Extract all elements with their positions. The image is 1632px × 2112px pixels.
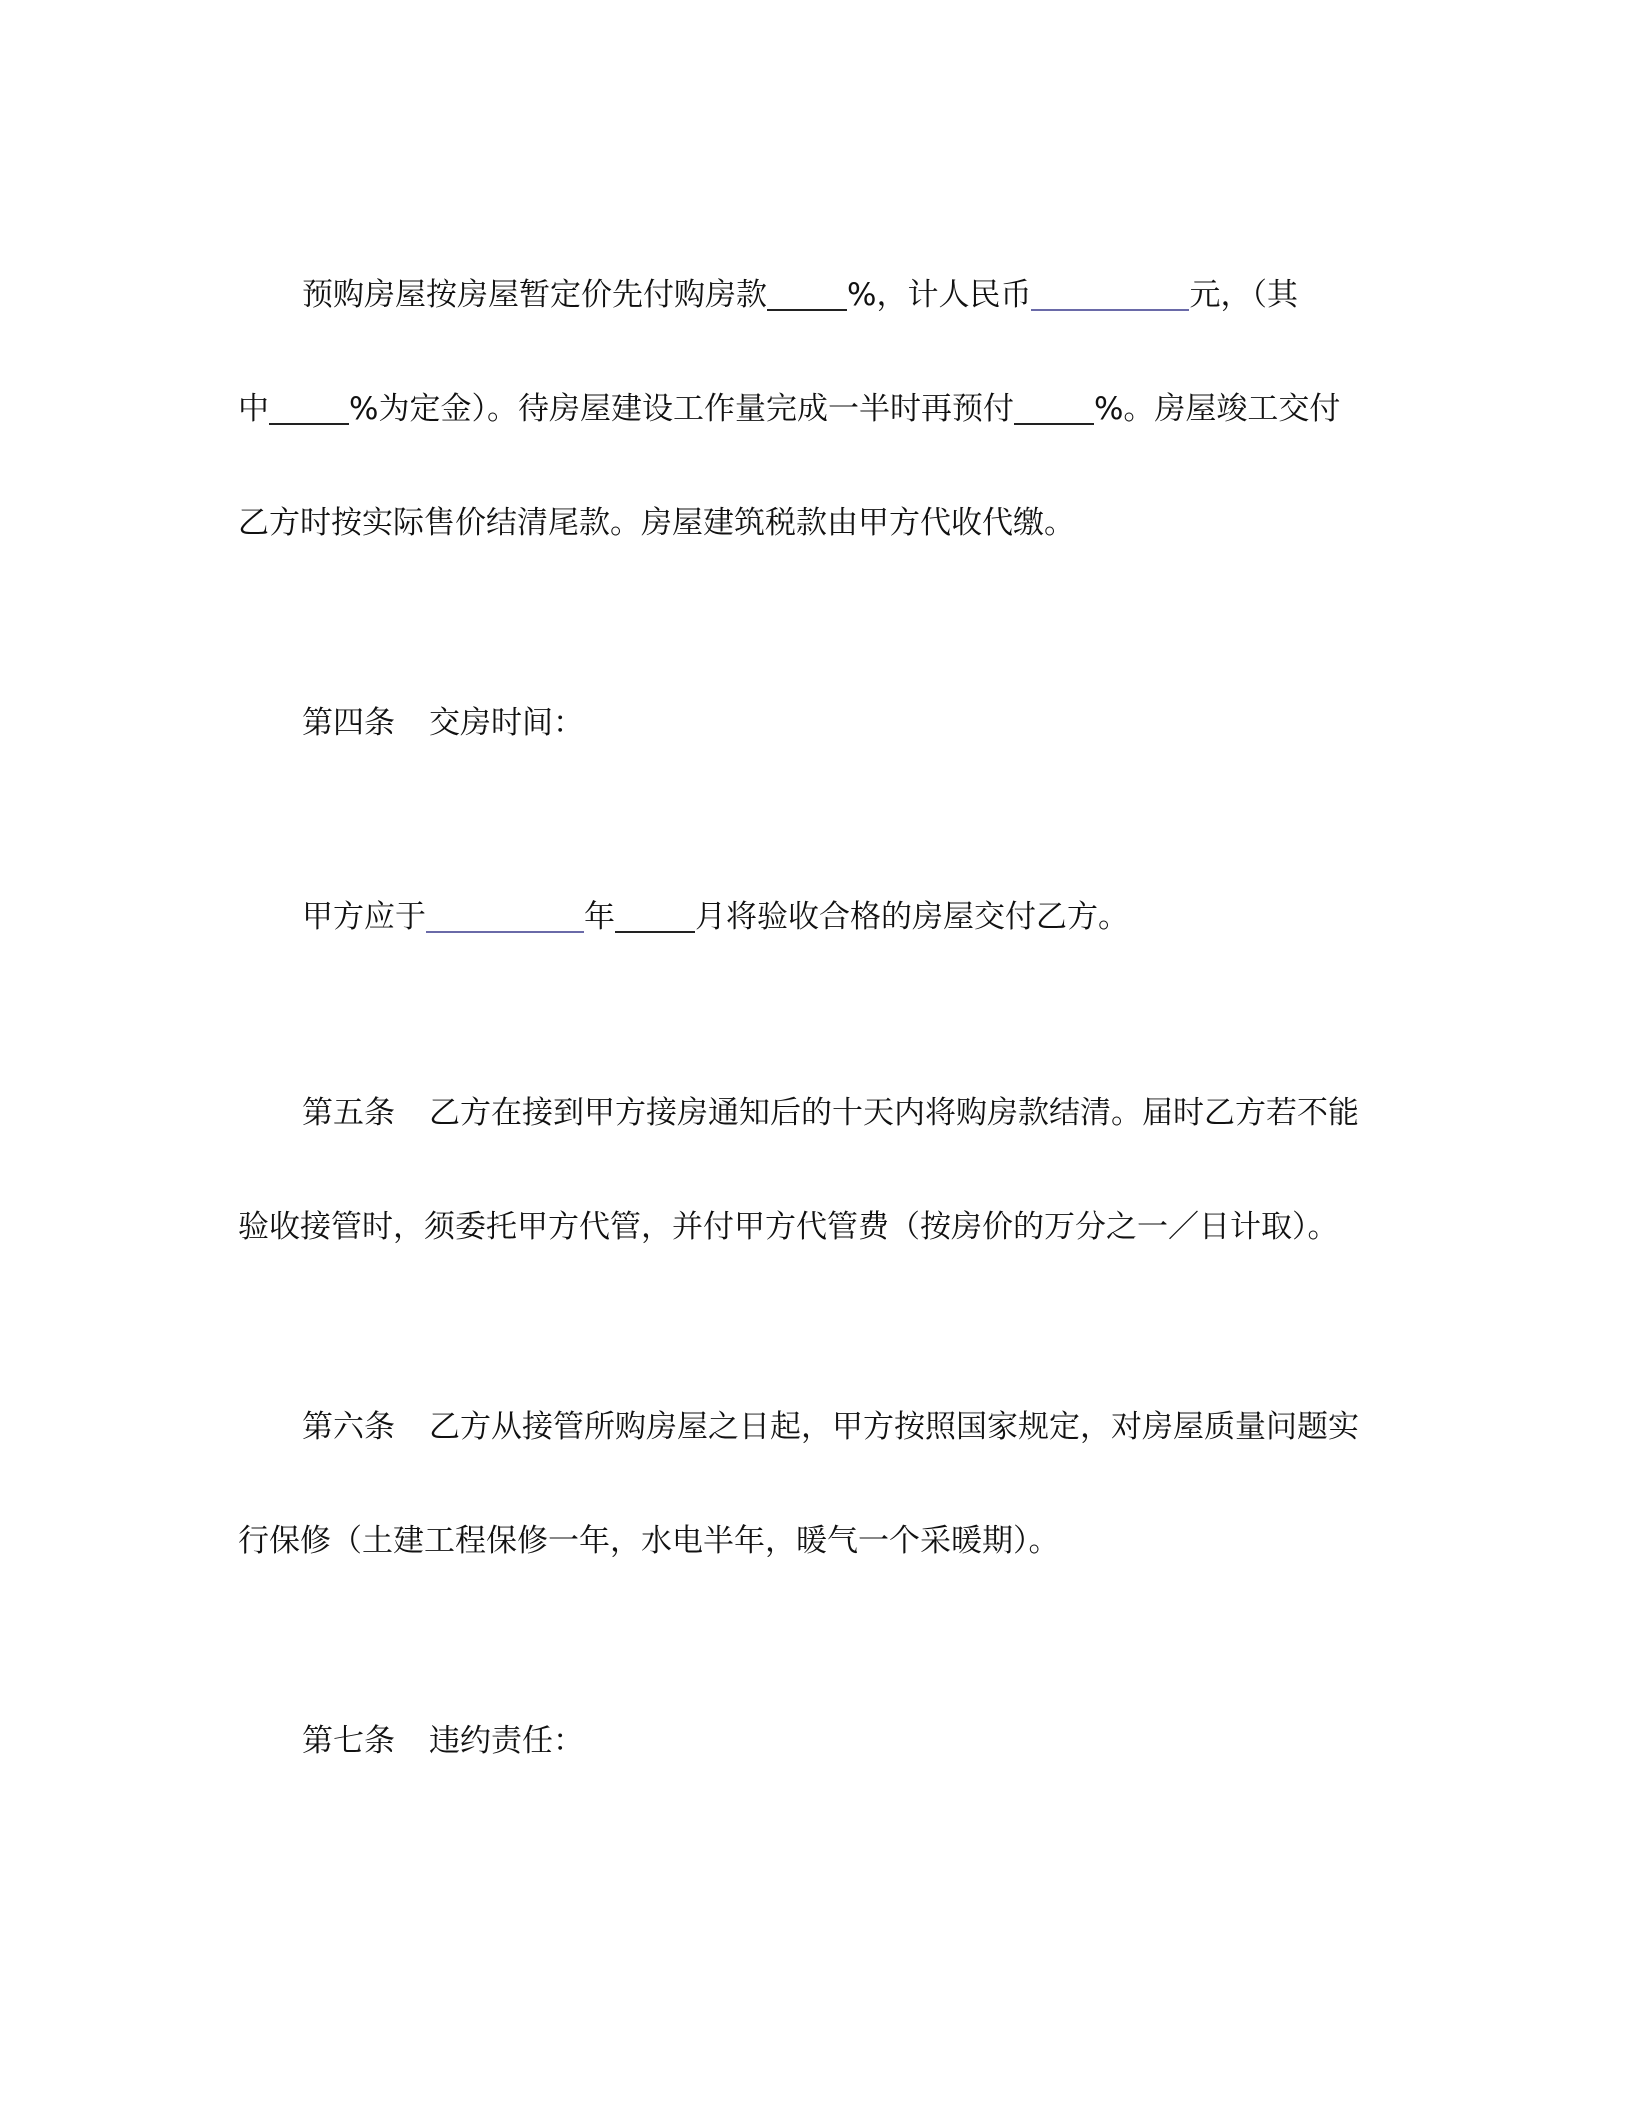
payment-paragraph-line-1 [302,275,1298,315]
delivery-month-blank[interactable] [615,897,695,933]
payment-text: 预购房屋按房屋暂定价先付购房款 [302,277,767,313]
article-text: 乙方从接管所购房屋之日起，甲方按照国家规定，对房屋质量问题实 [429,1409,1359,1445]
payment-text: %，计人民币 [847,277,1032,313]
article-5-line-2 [238,1207,1339,1247]
article-title: 交房时间： [429,705,584,741]
payment-text: %为定金）。待房屋建设工作量完成一半时再预付 [349,391,1014,427]
article-label: 第七条 [302,1723,395,1759]
payment-text: 乙方时按实际售价结清尾款。房屋建筑税款由甲方代收代缴。 [238,505,1075,541]
article-7-heading [302,1721,584,1761]
article-text: 乙方在接到甲方接房通知后的十天内将购房款结清。届时乙方若不能 [429,1095,1359,1131]
payment-text: 中 [238,391,269,427]
article-text: 行保修（土建工程保修一年，水电半年，暖气一个采暖期）。 [238,1523,1060,1559]
second-payment-percent-blank[interactable] [1014,389,1094,425]
delivery-paragraph [302,897,1129,937]
article-label: 第五条 [302,1095,395,1131]
article-label: 第六条 [302,1409,395,1445]
down-payment-amount-blank[interactable] [1031,275,1189,311]
payment-paragraph-line-2 [238,389,1340,429]
delivery-text: 甲方应于 [302,899,426,935]
deposit-percent-blank[interactable] [269,389,349,425]
payment-paragraph-line-3 [238,503,1075,543]
article-title: 违约责任： [429,1723,584,1759]
payment-text: 元，（其 [1189,277,1298,313]
article-6-line-2 [238,1521,1060,1561]
article-4-heading [302,703,584,743]
article-label: 第四条 [302,705,395,741]
article-5-line-1 [302,1093,1359,1133]
delivery-text: 月将验收合格的房屋交付乙方。 [695,899,1129,935]
article-text: 验收接管时，须委托甲方代管，并付甲方代管费（按房价的万分之一／日计取）。 [238,1209,1339,1245]
delivery-year-blank[interactable] [426,897,584,933]
down-payment-percent-blank[interactable] [767,275,847,311]
article-6-line-1 [302,1407,1359,1447]
delivery-text: 年 [584,899,615,935]
payment-text: %。房屋竣工交付 [1093,391,1341,427]
